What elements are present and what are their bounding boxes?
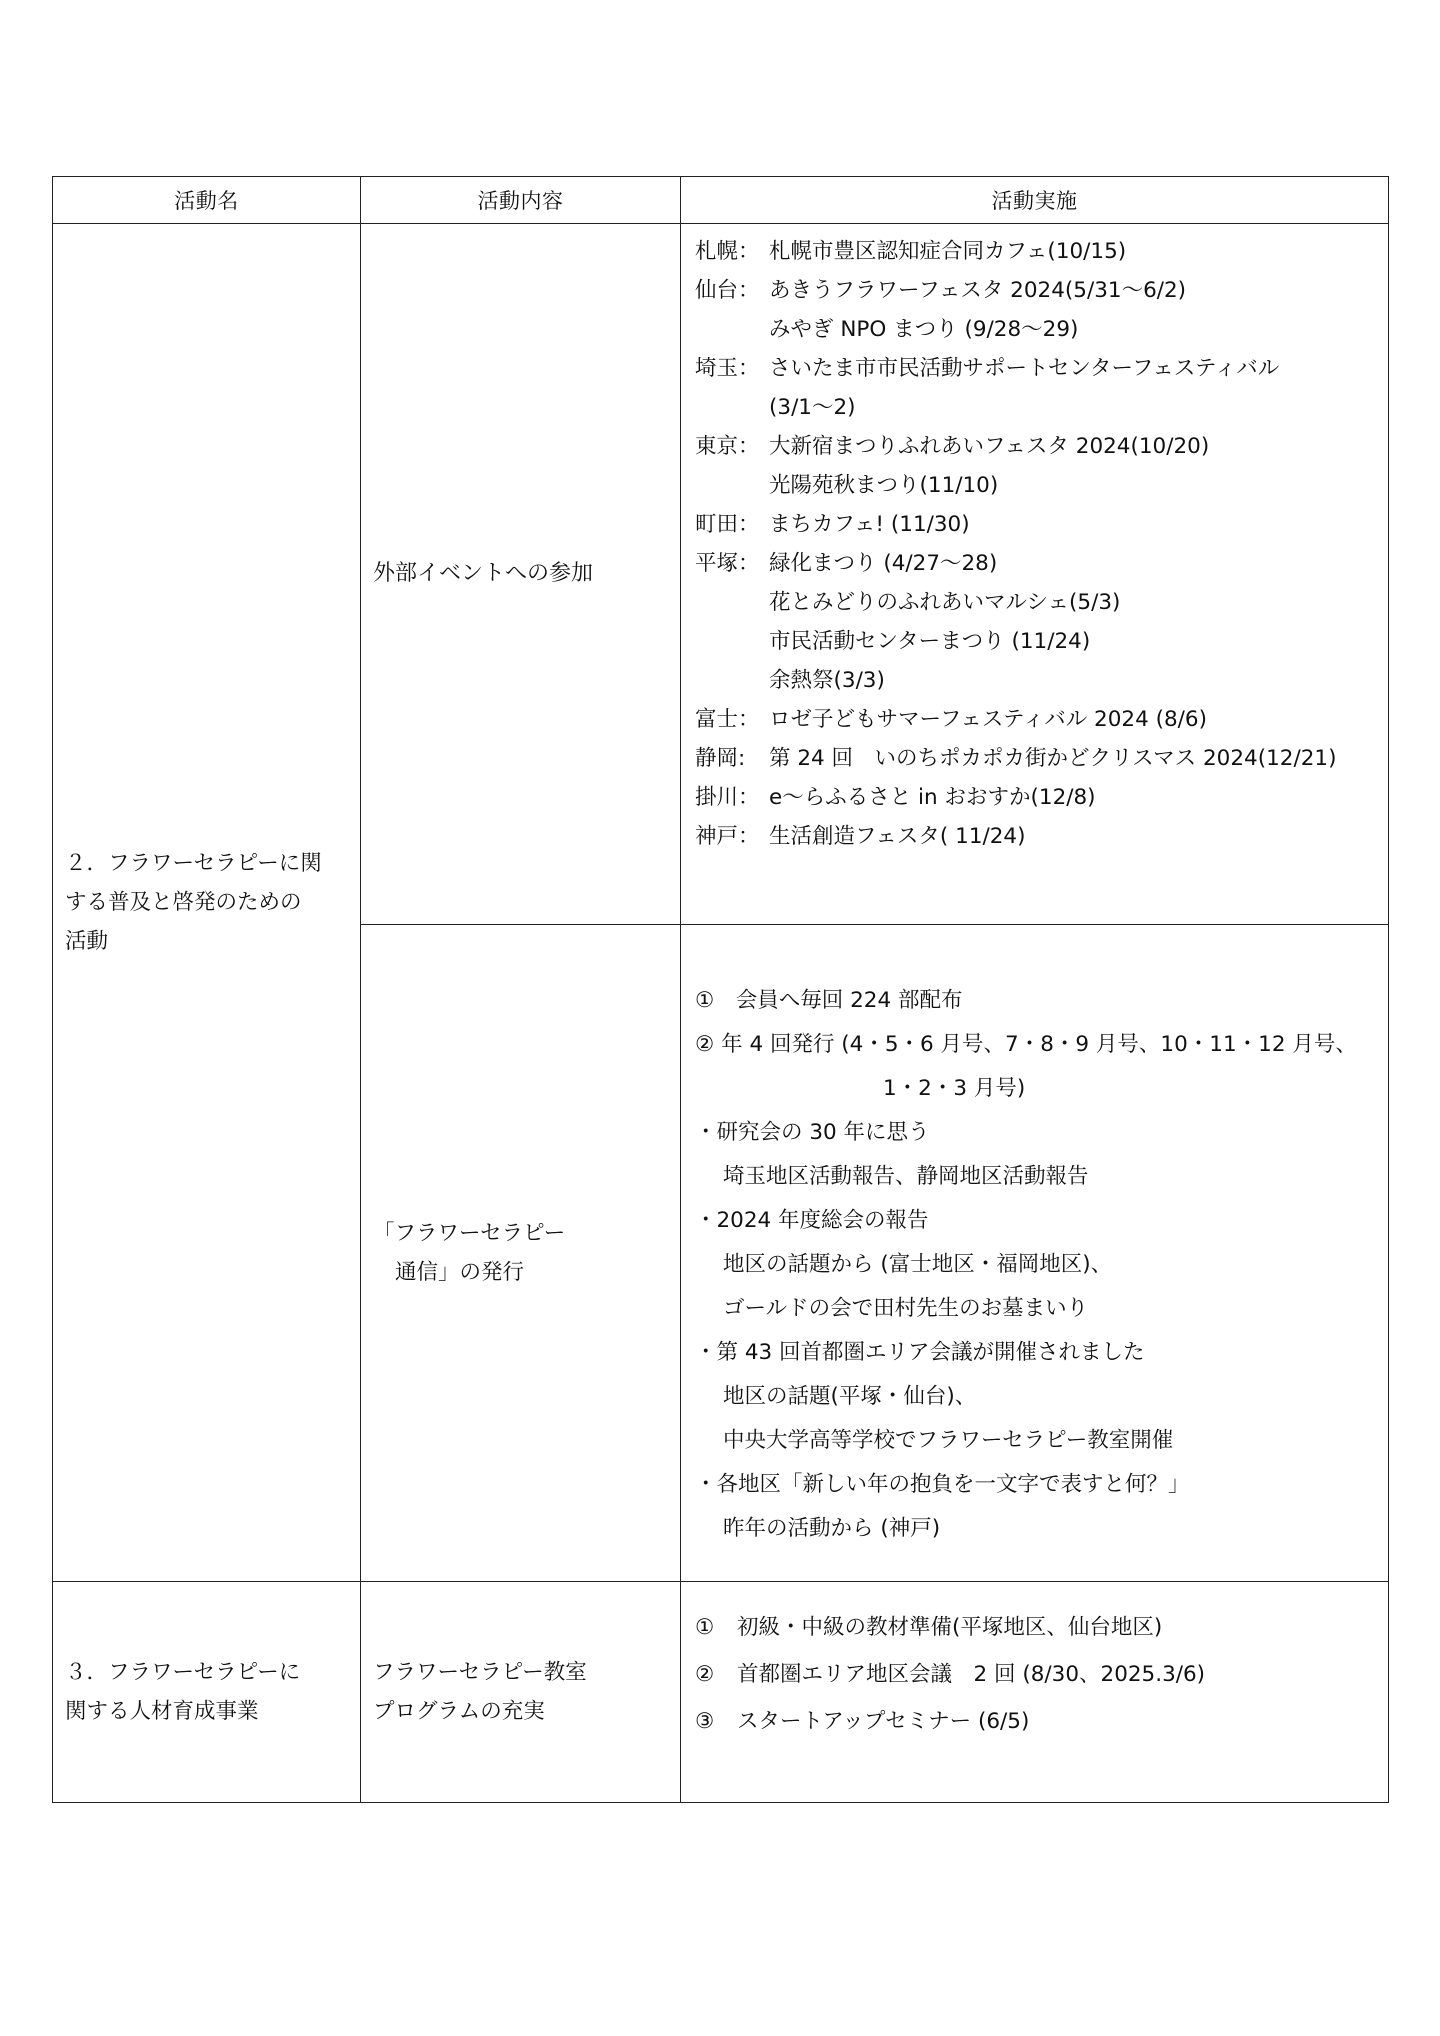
list-item: ・研究会の 30 年に思う xyxy=(695,1120,930,1145)
section3-name-cell xyxy=(53,1582,361,1803)
event-region: 掛川： xyxy=(695,785,760,810)
list-item xyxy=(695,427,1388,466)
program-list xyxy=(681,1582,1388,1745)
list-item: ゴールドの会で田村先生のお墓まいり xyxy=(723,1296,1089,1321)
list-item xyxy=(695,622,1388,661)
section3-name: ３．フラワーセラピーに 関する人材育成事業 xyxy=(65,1660,301,1724)
list-item: 1・2・3 月号) xyxy=(883,1076,1026,1101)
event-text: 生活創造フェスタ( 11/24) xyxy=(769,824,1026,849)
event-region: 富士： xyxy=(695,707,760,732)
list-item xyxy=(695,661,1388,700)
events-list xyxy=(681,224,1388,856)
list-item: 地区の話題(平塚・仙台)、 xyxy=(723,1384,977,1409)
list-item xyxy=(695,778,1388,817)
event-text: まちカフェ! (11/30) xyxy=(769,512,970,537)
newsletter-content: 「フラワーセラピー 通信」の発行 xyxy=(373,1221,566,1285)
events-content: 外部イベントへの参加 xyxy=(373,561,594,586)
list-item: 地区の話題から (富士地区・福岡地区)、 xyxy=(723,1252,1113,1277)
header-activity-name: 活動名 xyxy=(53,177,361,224)
event-text: 札幌市豊区認知症合同カフェ(10/15) xyxy=(769,239,1127,264)
list-item xyxy=(695,1651,1388,1698)
list-item xyxy=(695,739,1388,778)
event-region xyxy=(695,310,769,349)
event-region: 町田： xyxy=(695,512,760,537)
list-item: ① 会員へ毎回 224 部配布 xyxy=(695,988,963,1013)
list-item: 埼玉地区活動報告、静岡地区活動報告 xyxy=(723,1164,1089,1189)
event-text: 大新宿まつりふれあいフェスタ 2024(10/20) xyxy=(769,434,1210,459)
event-region xyxy=(695,622,769,661)
event-region: 札幌： xyxy=(695,239,760,264)
list-item xyxy=(695,817,1388,856)
event-text: みやぎ NPO まつり (9/28～29) xyxy=(769,317,1079,342)
list-item xyxy=(695,700,1388,739)
list-item: 中央大学高等学校でフラワーセラピー教室開催 xyxy=(723,1428,1174,1453)
table-row xyxy=(53,1582,1389,1803)
header-activity-implementation: 活動実施 xyxy=(681,177,1389,224)
list-item: ・各地区「新しい年の抱負を一文字で表すと何？」 xyxy=(695,1472,1190,1497)
events-content-cell xyxy=(361,224,681,925)
activity-table xyxy=(52,176,1389,1803)
item-text: 初級・中級の教材準備(平塚地区、仙台地区) xyxy=(737,1615,1163,1640)
event-text: 第 24 回 いのちポカポカ街かどクリスマス 2024(12/21) xyxy=(769,746,1337,771)
event-text: 市民活動センターまつり (11/24) xyxy=(769,629,1091,654)
event-text: 余熱祭(3/3) xyxy=(769,668,885,693)
item-number: ③ xyxy=(695,1709,715,1734)
item-number: ① xyxy=(695,1615,715,1640)
list-item xyxy=(695,232,1388,271)
events-impl-cell xyxy=(681,224,1389,925)
event-region: 埼玉： xyxy=(695,356,760,381)
list-item xyxy=(695,1698,1388,1745)
header-row xyxy=(53,177,1389,224)
list-item: ・2024 年度総会の報告 xyxy=(695,1208,929,1233)
list-item xyxy=(695,1604,1388,1651)
event-region: 仙台： xyxy=(695,278,760,303)
event-region: 東京： xyxy=(695,434,760,459)
section3-content: フラワーセラピー教室 プログラムの充実 xyxy=(373,1660,587,1724)
list-item: ② 年 4 回発行 (4・5・6 月号、7・8・9 月号、10・11・12 月号、 xyxy=(695,1032,1357,1057)
item-text: スタートアップセミナー (6/5) xyxy=(737,1709,1030,1734)
list-item xyxy=(695,466,1388,505)
list-item xyxy=(695,349,1388,388)
section3-impl-cell xyxy=(681,1582,1389,1803)
list-item xyxy=(695,388,1388,427)
event-region: 平塚： xyxy=(695,551,760,576)
list-item: 昨年の活動から (神戸) xyxy=(723,1516,941,1541)
event-text: e～らふるさと in おおすか(12/8) xyxy=(769,785,1096,810)
section2-name: ２．フラワーセラピーに関 する普及と啓発のための 活動 xyxy=(65,851,322,954)
section2-name-cell xyxy=(53,224,361,1582)
section3-content-cell xyxy=(361,1582,681,1803)
newsletter-content-cell xyxy=(361,925,681,1582)
event-text: さいたま市市民活動サポートセンターフェスティバル xyxy=(769,356,1280,381)
event-region xyxy=(695,583,769,622)
event-text: ロゼ子どもサマーフェスティバル 2024 (8/6) xyxy=(769,707,1207,732)
event-text: 緑化まつり (4/27～28) xyxy=(769,551,998,576)
event-text: あきうフラワーフェスタ 2024(5/31～6/2) xyxy=(769,278,1187,303)
event-region xyxy=(695,661,769,700)
event-text: 花とみどりのふれあいマルシェ(5/3) xyxy=(769,590,1121,615)
newsletter-impl-cell xyxy=(681,925,1389,1582)
event-region xyxy=(695,388,769,427)
newsletter-list xyxy=(681,925,1388,1551)
event-text: (3/1～2) xyxy=(769,395,856,420)
event-text: 光陽苑秋まつり(11/10) xyxy=(769,473,999,498)
event-region xyxy=(695,466,769,505)
list-item: ・第 43 回首都圏エリア会議が開催されました xyxy=(695,1340,1145,1365)
list-item xyxy=(695,271,1388,310)
item-text: 首都圏エリア地区会議 2 回 (8/30、2025.3/6) xyxy=(737,1662,1206,1687)
header-activity-content: 活動内容 xyxy=(361,177,681,224)
event-region: 神戸： xyxy=(695,824,760,849)
list-item xyxy=(695,505,1388,544)
list-item xyxy=(695,583,1388,622)
list-item xyxy=(695,310,1388,349)
event-region: 静岡: xyxy=(695,746,746,771)
table-row xyxy=(53,224,1389,925)
item-number: ② xyxy=(695,1662,715,1687)
list-item xyxy=(695,544,1388,583)
